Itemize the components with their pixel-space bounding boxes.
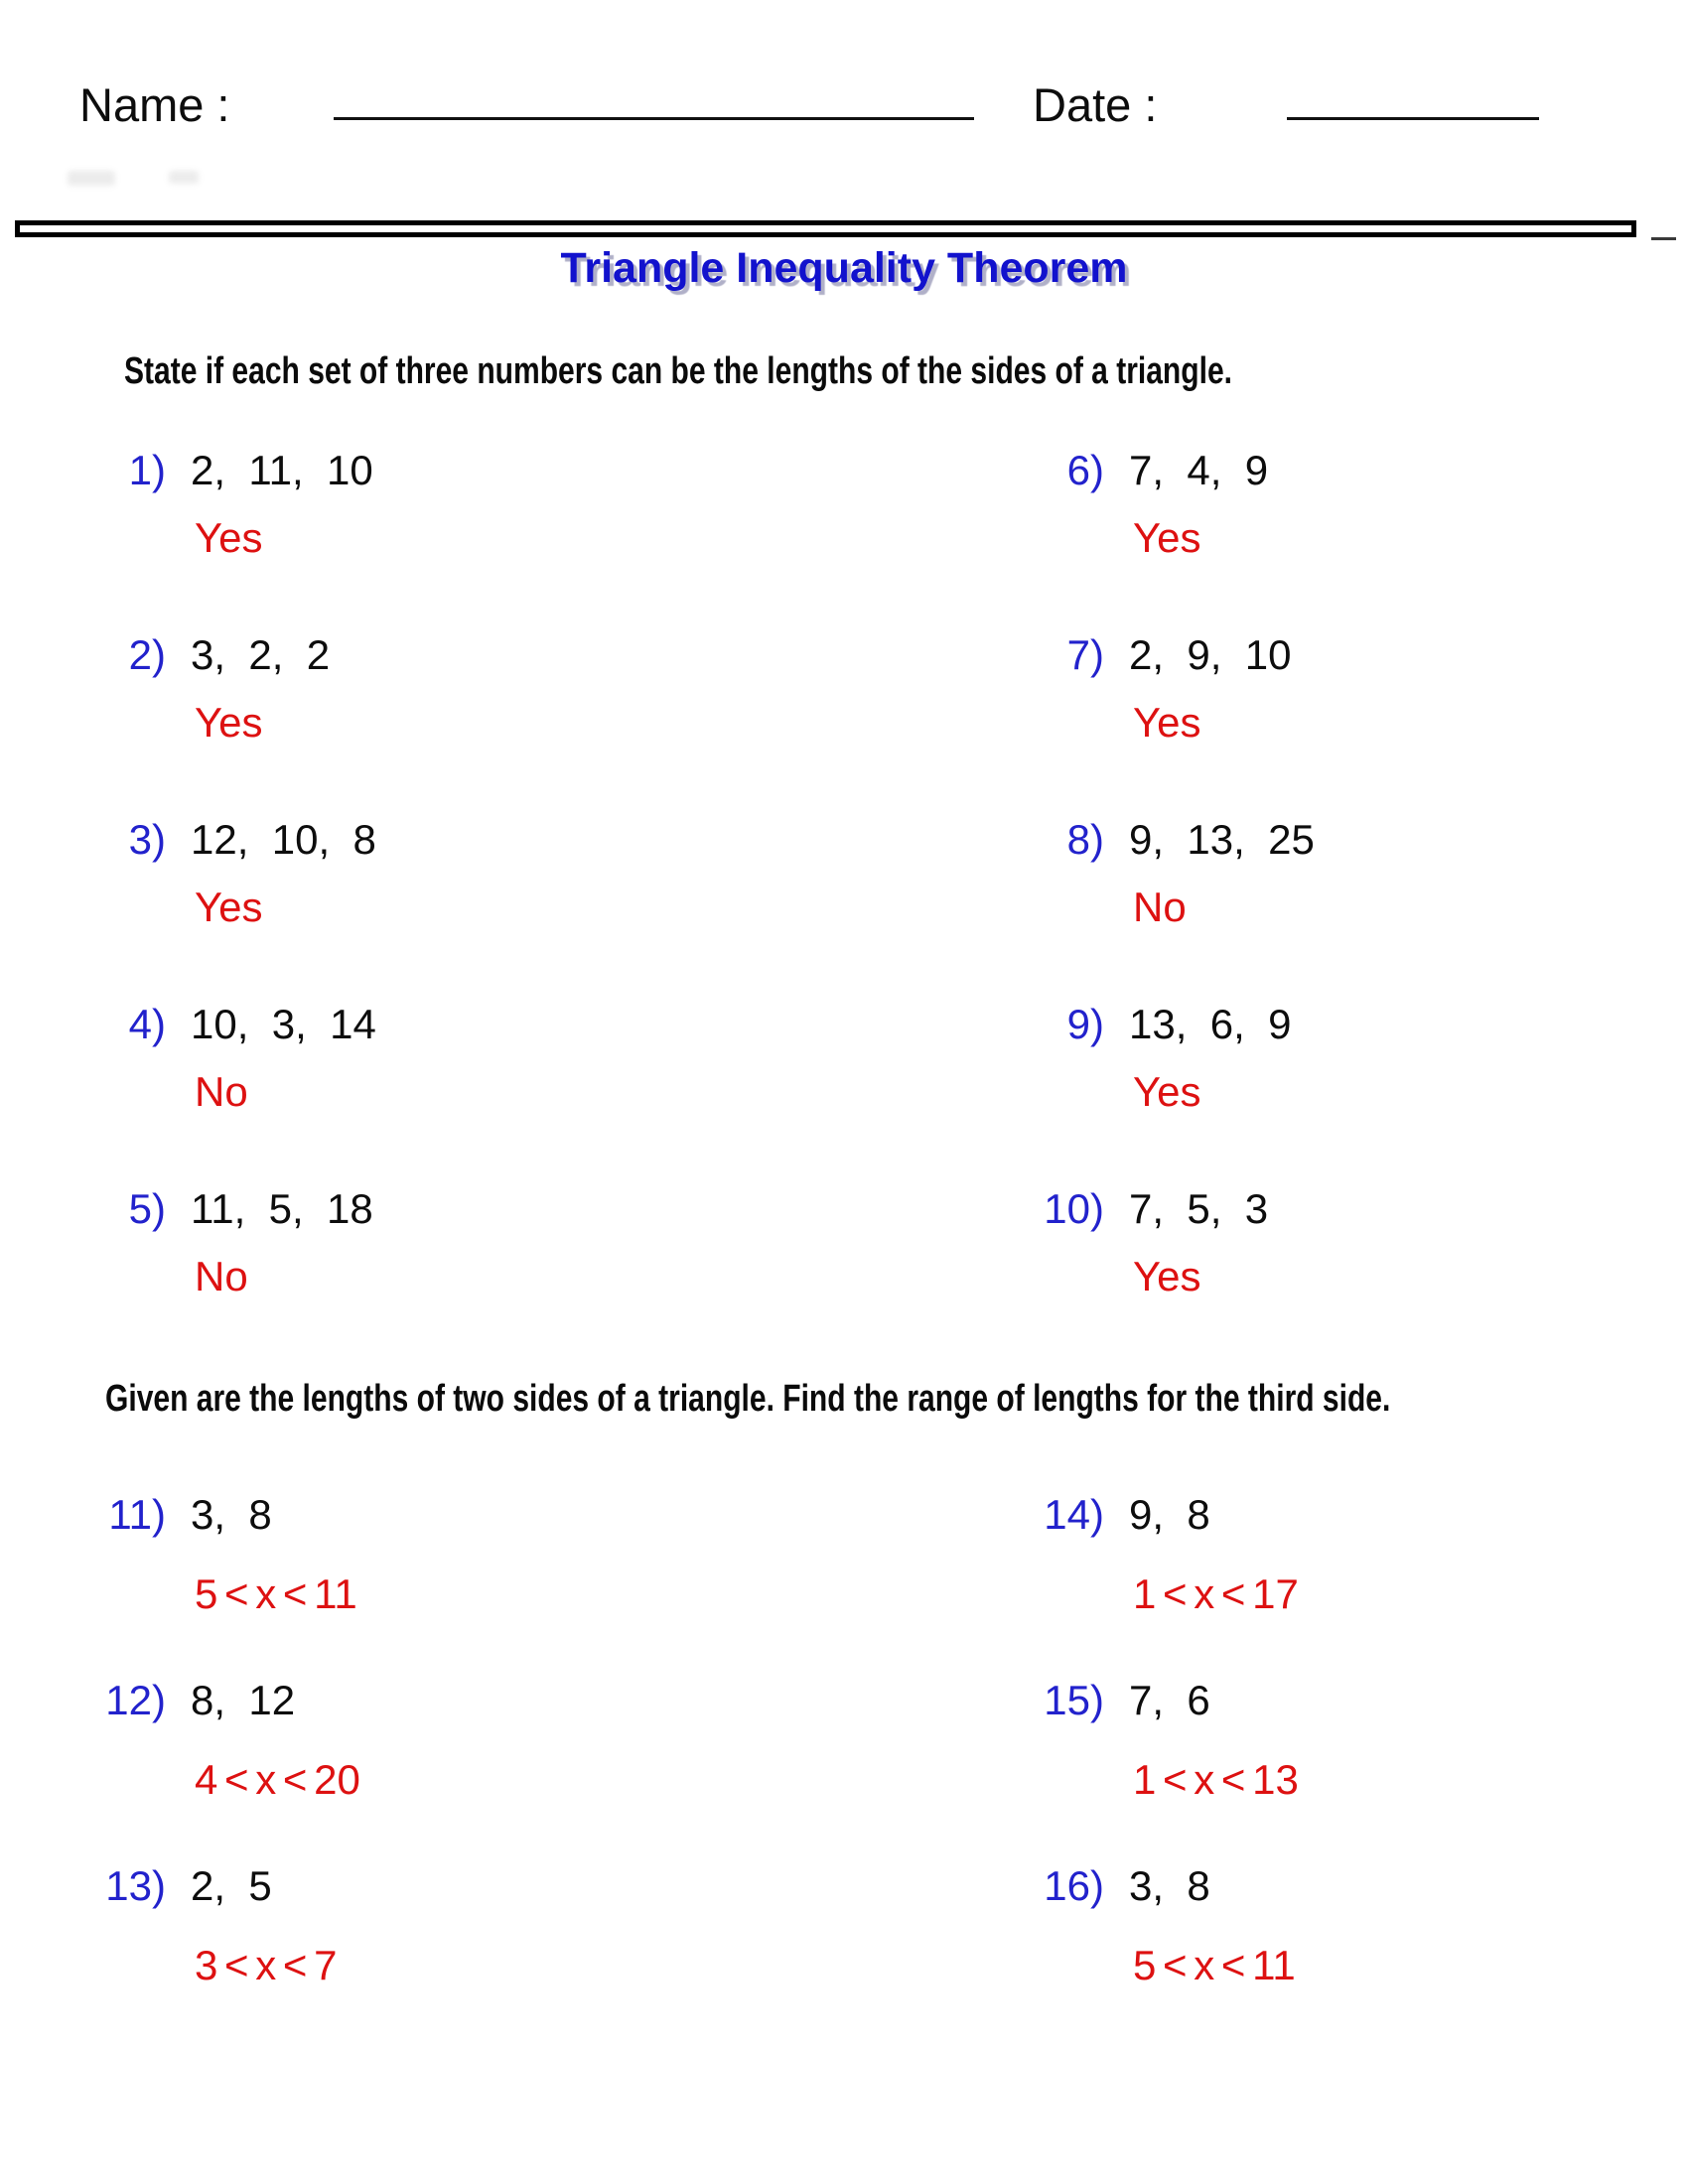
problem-number: 12) xyxy=(105,1677,166,1723)
problem-number: 13) xyxy=(105,1862,166,1909)
problem-number: 5) xyxy=(128,1185,166,1232)
problem-answer: Yes xyxy=(195,514,263,562)
problem-number: 10) xyxy=(1044,1185,1104,1232)
name-label: Name : xyxy=(79,78,230,131)
problem-number: 8) xyxy=(1066,816,1104,863)
divider-end-dash xyxy=(1651,237,1676,240)
problem-answer: No xyxy=(1133,884,1187,931)
problem-answer: 5 < x < 11 xyxy=(1133,1942,1296,1989)
problem-answer: Yes xyxy=(1133,1253,1201,1300)
problem-13 xyxy=(40,1864,695,1987)
problem-answer: 4 < x < 20 xyxy=(195,1756,360,1804)
problem-15 xyxy=(978,1679,1633,1802)
problem-values: 3, 2, 2 xyxy=(191,631,331,678)
problem-answer: Yes xyxy=(195,699,263,747)
problem-values: 7, 5, 3 xyxy=(1129,1185,1269,1232)
problem-12 xyxy=(40,1679,695,1802)
problem-1 xyxy=(40,449,695,560)
problem-values: 12, 10, 8 xyxy=(191,816,376,863)
problem-number: 15) xyxy=(1044,1677,1104,1723)
header-divider-rule xyxy=(15,220,1636,237)
problem-9 xyxy=(978,1003,1633,1114)
problem-number: 6) xyxy=(1066,447,1104,493)
problem-values: 2, 11, 10 xyxy=(191,447,373,493)
problem-values: 7, 4, 9 xyxy=(1129,447,1269,493)
problem-values: 10, 3, 14 xyxy=(191,1001,376,1047)
problem-number: 3) xyxy=(128,816,166,863)
date-label: Date : xyxy=(1033,78,1158,131)
problem-11 xyxy=(40,1493,695,1616)
name-underline xyxy=(334,117,974,120)
problem-answer: No xyxy=(195,1253,248,1300)
problem-16 xyxy=(978,1864,1633,1987)
ghost-smudge xyxy=(169,171,199,184)
problem-number: 9) xyxy=(1066,1001,1104,1047)
problem-10 xyxy=(978,1187,1633,1298)
date-underline xyxy=(1287,117,1539,120)
problem-number: 1) xyxy=(128,447,166,493)
problem-2 xyxy=(40,633,695,745)
problem-answer: Yes xyxy=(1133,699,1201,747)
problem-values: 3, 8 xyxy=(1129,1862,1210,1909)
problem-answer: Yes xyxy=(1133,1068,1201,1116)
problem-values: 8, 12 xyxy=(191,1677,296,1723)
problem-3 xyxy=(40,818,695,929)
problem-number: 2) xyxy=(128,631,166,678)
problem-5 xyxy=(40,1187,695,1298)
problem-values: 2, 9, 10 xyxy=(1129,631,1292,678)
problem-values: 3, 8 xyxy=(191,1491,272,1538)
problem-14 xyxy=(978,1493,1633,1616)
problem-4 xyxy=(40,1003,695,1114)
problem-values: 9, 13, 25 xyxy=(1129,816,1315,863)
problem-number: 4) xyxy=(128,1001,166,1047)
problem-8 xyxy=(978,818,1633,929)
problem-values: 11, 5, 18 xyxy=(191,1185,373,1232)
problem-values: 9, 8 xyxy=(1129,1491,1210,1538)
problem-answer: 3 < x < 7 xyxy=(195,1942,338,1989)
problem-values: 13, 6, 9 xyxy=(1129,1001,1292,1047)
problem-answer: Yes xyxy=(1133,514,1201,562)
problem-number: 14) xyxy=(1044,1491,1104,1538)
section1-instruction: State if each set of three numbers can be the lengths of the sides of a triangle. xyxy=(124,350,1232,392)
section2-instruction: Given are the lengths of two sides of a triangle. Find the range of lengths for the third side. xyxy=(105,1378,1391,1420)
ghost-smudge xyxy=(68,171,115,186)
problem-answer: Yes xyxy=(195,884,263,931)
problem-values: 7, 6 xyxy=(1129,1677,1210,1723)
page-title: Triangle Inequality Theorem xyxy=(560,244,1128,292)
problem-6 xyxy=(978,449,1633,560)
problem-answer: No xyxy=(195,1068,248,1116)
problem-answer: 1 < x < 13 xyxy=(1133,1756,1299,1804)
problem-answer: 1 < x < 17 xyxy=(1133,1570,1299,1618)
problem-7 xyxy=(978,633,1633,745)
problem-number: 16) xyxy=(1044,1862,1104,1909)
problem-values: 2, 5 xyxy=(191,1862,272,1909)
problem-number: 11) xyxy=(108,1491,166,1538)
problem-number: 7) xyxy=(1066,631,1104,678)
problem-answer: 5 < x < 11 xyxy=(195,1570,357,1618)
